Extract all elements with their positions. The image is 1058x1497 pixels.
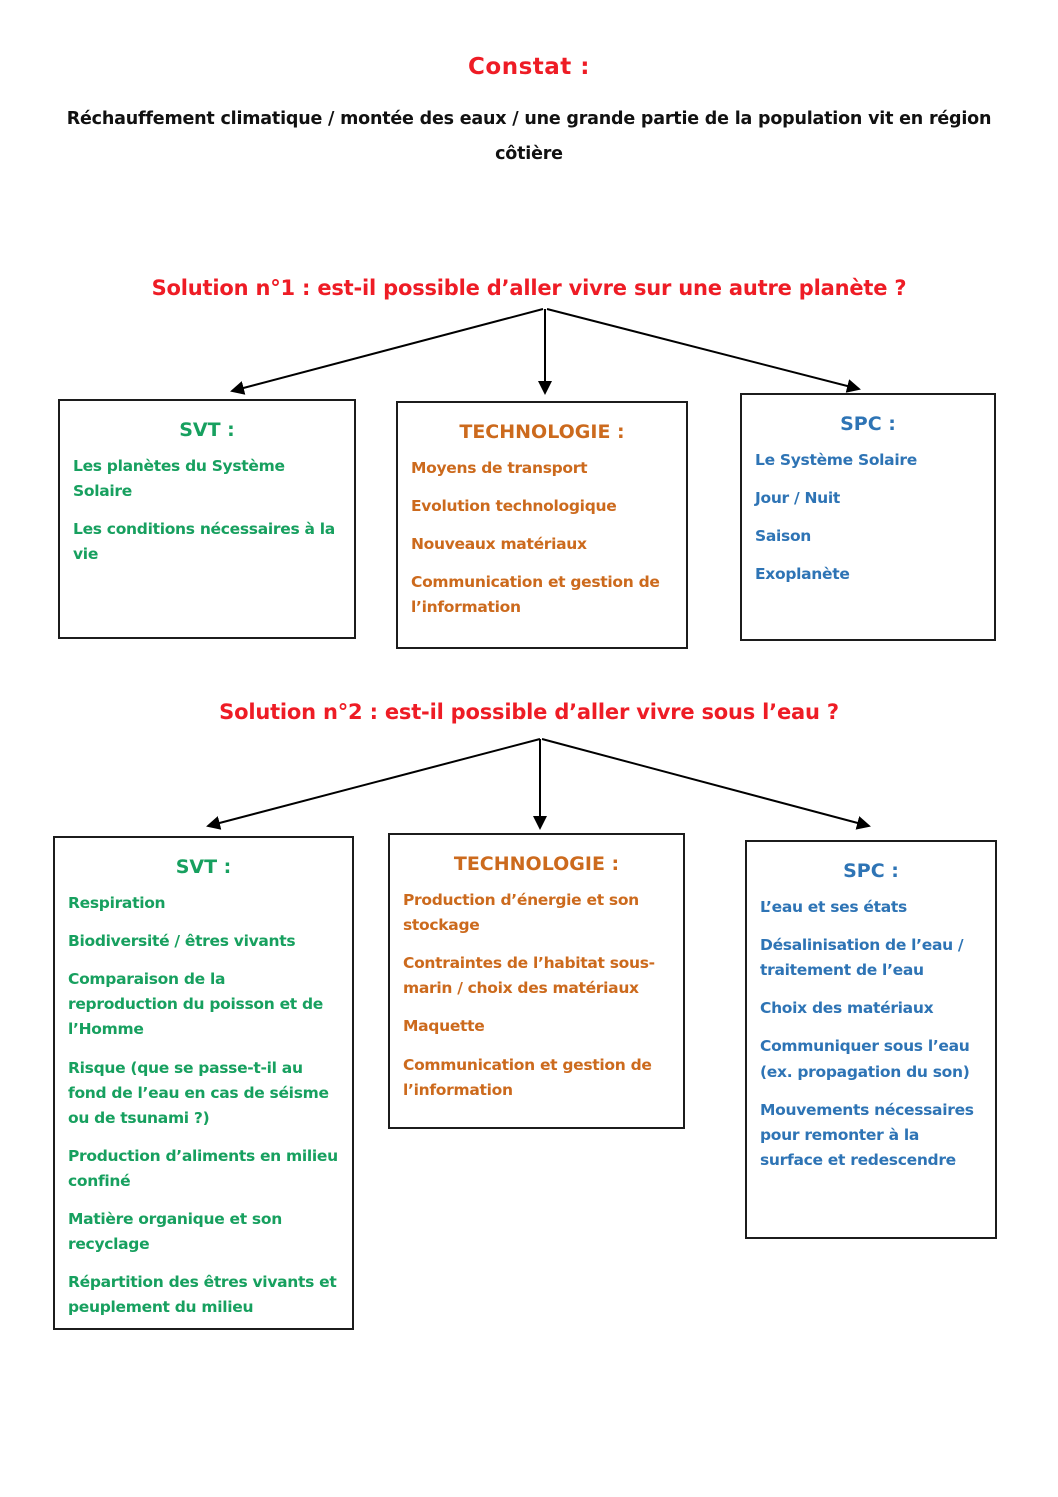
arrow-solution2-right: [542, 739, 869, 826]
solution1-svt-box-items: [73, 454, 341, 567]
solution1-spc-box-title: SPC :: [840, 413, 896, 435]
box-item: Maquette: [403, 1017, 485, 1036]
solution1-svt-box-title: SVT :: [179, 419, 235, 441]
box-item: Biodiversité / êtres vivants: [68, 932, 296, 951]
box-item: Jour / Nuit: [755, 489, 840, 508]
box-item: Production d’aliments en milieu confiné: [68, 1146, 338, 1190]
box-item: Communiquer sous l’eau (ex. propagation du son): [760, 1037, 970, 1081]
constat-text: Réchauffement climatique / montée des eaux / une grande partie de la population vit en région côtière: [66, 109, 992, 164]
box-item: Evolution technologique: [411, 497, 617, 516]
arrow-solution1-right: [547, 309, 859, 389]
box-item: Le Système Solaire: [755, 451, 917, 469]
box-item: Risque (que se passe-t-il au fond de l’eau en cas de séisme ou de tsunami ?): [68, 1058, 329, 1127]
solution2-svt-box-items: [68, 891, 339, 1321]
box-item: Moyens de transport: [411, 459, 588, 477]
solution2-spc-box: [745, 840, 997, 1239]
solution2-spc-box-title: SPC :: [843, 860, 899, 882]
solution1-title: Solution n°1 : est-il possible d’aller vivre sur une autre planète ?: [151, 276, 907, 300]
box-item: Comparaison de la reproduction du poisson et de l’Homme: [68, 970, 324, 1039]
box-item: Mouvements nécessaires pour remonter à la surface et redescendre: [760, 1100, 974, 1169]
solution2-title: Solution n°2 : est-il possible d’aller vivre sous l’eau ?: [219, 700, 839, 724]
box-item: Exoplanète: [755, 565, 850, 584]
box-item: Saison: [755, 527, 812, 546]
constat-title: Constat :: [468, 54, 590, 80]
box-item: Les planètes du Système Solaire: [73, 457, 285, 501]
box-item: Contraintes de l’habitat sous-marin / choix des matériaux: [403, 954, 655, 998]
box-item: Répartition des êtres vivants et peuplement du milieu: [68, 1273, 337, 1317]
solution1-technologie-box-title: TECHNOLOGIE :: [459, 421, 625, 443]
box-item: Matière organique et son recyclage: [68, 1210, 282, 1254]
solution2-svt-box: [53, 836, 354, 1330]
box-item: Les conditions nécessaires à la vie: [73, 520, 335, 564]
arrow-solution1-left: [232, 309, 543, 391]
arrow-solution2-left: [208, 739, 540, 826]
solution1-technologie-box: [396, 401, 688, 649]
box-item: Choix des matériaux: [760, 999, 934, 1018]
solution2-svt-box-title: SVT :: [175, 856, 232, 878]
solution2-technologie-box: [388, 833, 685, 1129]
box-item: Communication et gestion de l’information: [411, 573, 660, 617]
solution1-svt-box: [58, 399, 356, 639]
box-item: Nouveaux matériaux: [411, 535, 587, 554]
solution2-technologie-box-items: [403, 888, 670, 1103]
solution2-spc-box-items: [760, 895, 982, 1173]
solution1-spc-box-items: [755, 448, 981, 587]
solution2-technologie-box-title: TECHNOLOGIE :: [453, 853, 620, 875]
solution1-technologie-box-items: [411, 456, 673, 621]
box-item: Communication et gestion de l’information: [403, 1055, 652, 1099]
box-item: Production d’énergie et son stockage: [403, 891, 639, 935]
box-item: Respiration: [68, 894, 166, 912]
box-item: Désalinisation de l’eau / traitement de l’eau: [760, 936, 964, 980]
box-item: L’eau et ses états: [760, 898, 907, 916]
solution1-spc-box: [740, 393, 996, 641]
